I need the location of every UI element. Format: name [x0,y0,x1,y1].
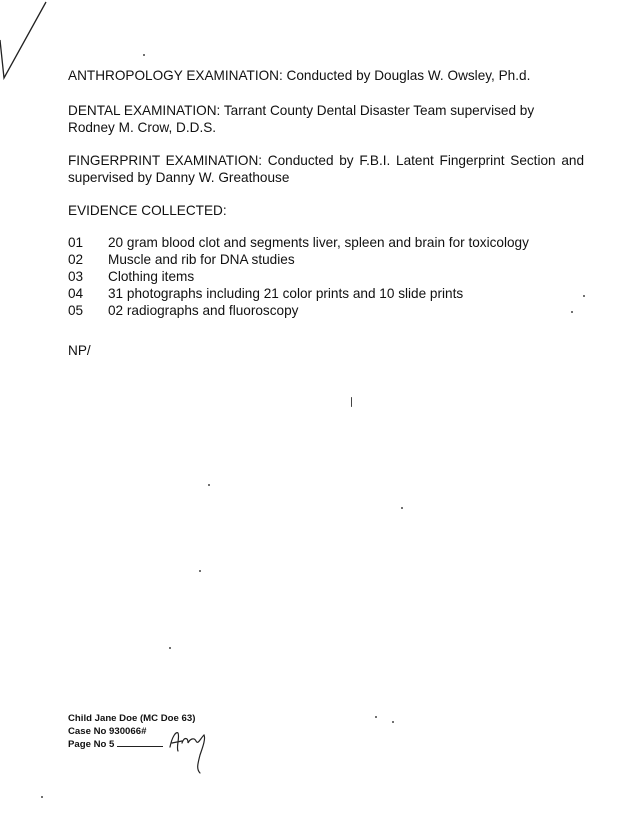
dental-examination [68,102,584,136]
evidence-item-number: 03 [68,269,84,284]
evidence-item-text: Muscle and rib for DNA studies [108,252,295,267]
evidence-item [68,251,608,268]
corner-pen-mark [0,0,60,90]
evidence-item-number: 01 [68,235,84,250]
scan-speck [41,796,43,798]
signature-line [117,746,163,747]
footer-page-number: Page No 5 [68,739,115,750]
scan-speck [392,721,394,723]
fingerprint-label: FINGERPRINT EXAMINATION: [68,153,263,168]
scan-speck [169,647,171,649]
anthropology-text: Conducted by Douglas W. Owsley, Ph.d. [282,68,531,83]
evidence-item-number: 05 [68,303,84,318]
scan-speck [401,507,403,509]
footer-case-name: Child Jane Doe (MC Doe 63) [68,713,196,724]
evidence-item [68,268,608,285]
dental-label: DENTAL EXAMINATION: [68,103,221,118]
scan-speck [208,484,210,486]
evidence-item-text: 20 gram blood clot and segments liver, spleen and brain for toxicology [108,235,529,250]
dental-text: Tarrant County Dental Disaster Team supervised by Rodney M. Crow, D.D.S. [68,103,535,135]
scan-speck [571,311,573,313]
fingerprint-text: Conducted by F.B.I. Latent Fingerprint Section and supervised by Danny W. Greathouse [68,153,584,185]
scan-speck [583,295,585,297]
scan-speck [351,397,352,407]
evidence-item-number: 04 [68,286,84,301]
scan-speck [143,54,145,56]
typist-initials: NP/ [68,343,91,358]
evidence-item-text: 02 radiographs and fluoroscopy [108,303,299,318]
handwritten-signature [160,725,210,780]
footer-case-number: Case No 930066# [68,726,147,737]
evidence-item [68,302,608,319]
scan-speck [375,716,377,718]
evidence-list [68,234,608,319]
evidence-item-text: 31 photographs including 21 color prints and 10 slide prints [108,286,464,301]
anthropology-label: ANTHROPOLOGY EXAMINATION: [68,68,283,83]
evidence-item-number: 02 [68,252,84,267]
fingerprint-examination [68,152,584,186]
anthropology-examination [68,67,584,84]
evidence-item [68,234,608,251]
evidence-heading: EVIDENCE COLLECTED: [68,203,227,218]
scan-speck [199,570,201,572]
evidence-item-text: Clothing items [108,269,195,284]
evidence-item [68,285,608,302]
